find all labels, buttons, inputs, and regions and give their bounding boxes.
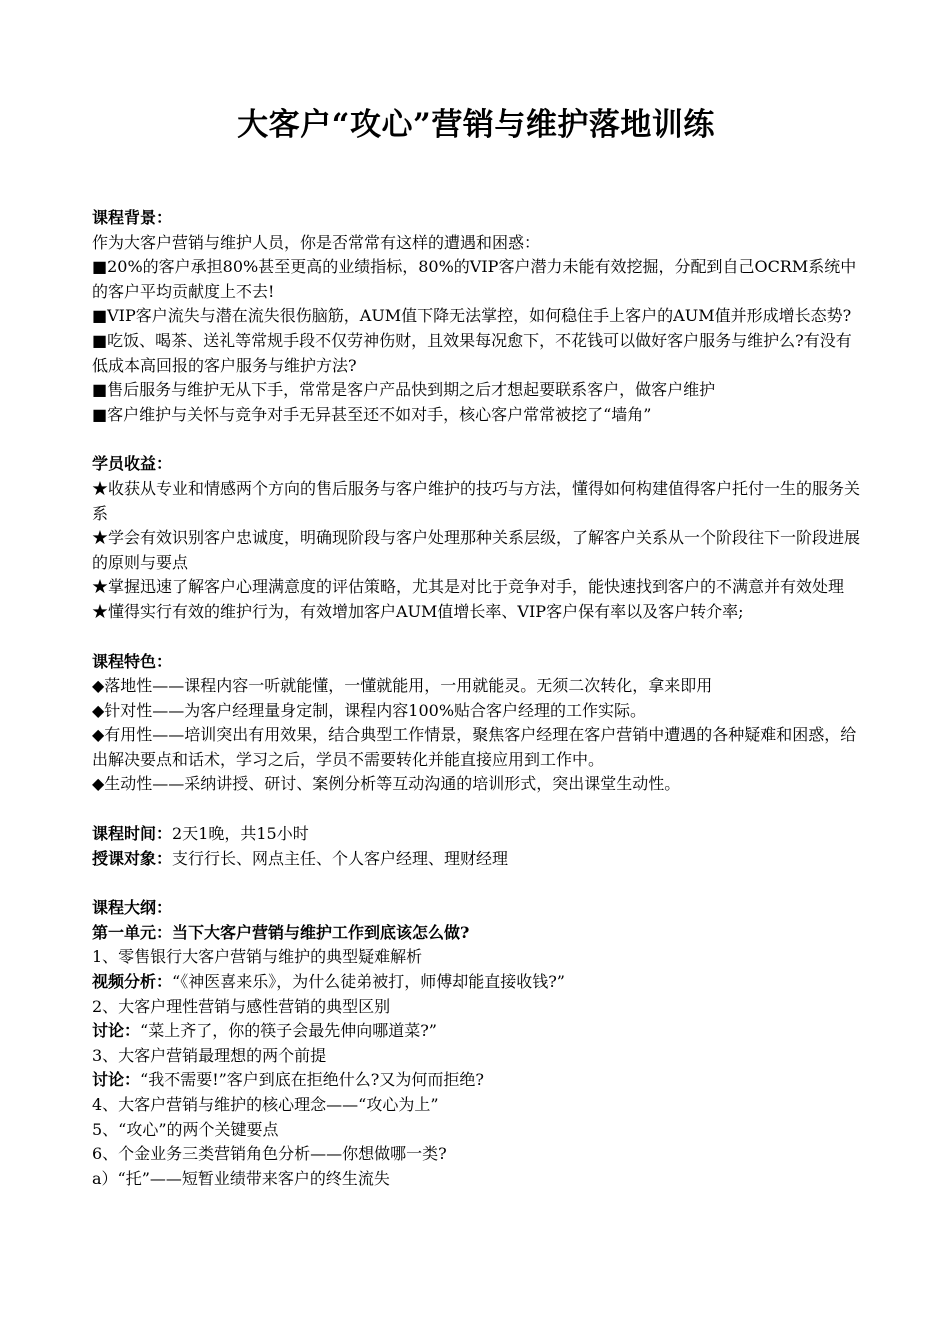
course-time-label: 课程时间： (92, 824, 173, 844)
feature-item-3: ◆有用性——培训突出有用效果，结合典型工作情景，聚焦客户经理在客户营销中遭遇的各种疑难和困惑，给出解决要点和话术，学习之后，学员不需要转化并能直接应用到工作中。 (92, 725, 857, 769)
course-audience-label: 授课对象： (92, 848, 173, 868)
background-item-2: ■VIP客户流失与潜在流失很伤脑筋，AUM值下降无法掌控，如何稳住手上客户的AUM值并形成增长态势? (92, 306, 852, 326)
section-background (92, 206, 860, 427)
benefit-item-3: ★掌握迅速了解客户心理满意度的评估策略，尤其是对比于竞争对手，能快速找到客户的不满意并有效处理 (92, 577, 845, 597)
section-outline (92, 896, 860, 1191)
background-item-1: ■20%的客户承担80%甚至更高的业绩指标，80%的VIP客户潜力未能有效挖掘，分配到自己OCRM系统中的客户平均贡献度上不去! (92, 257, 857, 301)
discussion-text: “我不需要!”客户到底在拒绝什么?又为何而拒绝? (140, 1070, 484, 1090)
course-time-value: 2天1晚，共15小时 (172, 824, 309, 844)
outline-item: 1、零售银行大客户营销与维护的典型疑难解析 (92, 947, 423, 967)
course-time (92, 822, 860, 847)
outline-item: 6、个金业务三类营销角色分析——你想做哪一类? (92, 1144, 447, 1164)
video-label: 视频分析： (92, 972, 173, 992)
course-audience (92, 847, 860, 872)
outline-unit-1: 第一单元：当下大客户营销与维护工作到底该怎么做? (92, 922, 470, 942)
discussion-label: 讨论： (92, 1070, 141, 1090)
background-item-5: ■客户维护与关怀与竞争对手无异甚至还不如对手，核心客户常常被挖了“墙角” (92, 404, 652, 424)
section-info (92, 822, 860, 871)
discussion-text: “菜上齐了，你的筷子会最先伸向哪道菜?” (140, 1021, 437, 1041)
outline-item: 3、大客户营销最理想的两个前提 (92, 1045, 327, 1065)
benefit-item-4: ★懂得实行有效的维护行为，有效增加客户AUM值增长率、VIP客户保有率以及客户转介率; (92, 601, 744, 621)
document-title: 大客户“攻心”营销与维护落地训练 (237, 107, 715, 143)
feature-item-4: ◆生动性——采纳讲授、研讨、案例分析等互动沟通的培训形式，突出课堂生动性。 (92, 774, 681, 794)
discussion-label: 讨论： (92, 1021, 141, 1041)
benefits-heading: 学员收益： (92, 454, 173, 474)
spacer (92, 797, 860, 822)
section-features (92, 650, 860, 798)
feature-item-2: ◆针对性——为客户经理量身定制，课程内容100%贴合客户经理的工作实际。 (92, 700, 647, 720)
background-item-3: ■吃饭、喝茶、送礼等常规手段不仅劳神伤财，且效果每况愈下，不花钱可以做好客户服务与维护么?有没有低成本高回报的客户服务与维护方法? (92, 330, 852, 375)
outline-item: 4、大客户营销与维护的核心理念——“攻心为上” (92, 1095, 439, 1114)
video-text: “《神医喜来乐》，为什么徒弟被打，师傅却能直接收钱?” (172, 972, 565, 992)
benefit-item-1: ★收获从专业和情感两个方向的售后服务与客户维护的技巧与方法，懂得如何构建值得客户托付一生的服务关系 (92, 478, 861, 523)
spacer (92, 871, 860, 896)
outline-item: 2、大客户理性营销与感性营销的典型区别 (92, 996, 391, 1016)
background-item-4: ■售后服务与维护无从下手，常常是客户产品快到期之后才想起要联系客户，做客户维护 (92, 380, 716, 400)
course-audience-value: 支行行长、网点主任、个人客户经理、理财经理 (172, 848, 509, 868)
spacer (92, 427, 860, 452)
section-benefits (92, 452, 860, 624)
feature-item-1: ◆落地性——课程内容一听就能懂，一懂就能用，一用就能灵。无须二次转化，拿来即用 (92, 676, 713, 696)
outline-subitem: a）“托”——短暂业绩带来客户的终生流失 (92, 1168, 390, 1188)
outline-discussion (92, 1019, 860, 1044)
features-heading: 课程特色： (92, 651, 173, 671)
background-heading: 课程背景： (92, 208, 173, 227)
background-intro: 作为大客户营销与维护人员，你是否常常有这样的遭遇和困惑： (92, 232, 541, 252)
spacer (92, 625, 860, 650)
outline-discussion (92, 1068, 860, 1093)
outline-item: 5、“攻心”的两个关键要点 (92, 1119, 279, 1139)
outline-heading: 课程大纲： (92, 898, 173, 918)
benefit-item-2: ★学会有效识别客户忠诚度，明确现阶段与客户处理那种关系层级，了解客户关系从一个阶段往下一阶段进展的原则与要点 (92, 528, 861, 572)
outline-video (92, 970, 860, 995)
